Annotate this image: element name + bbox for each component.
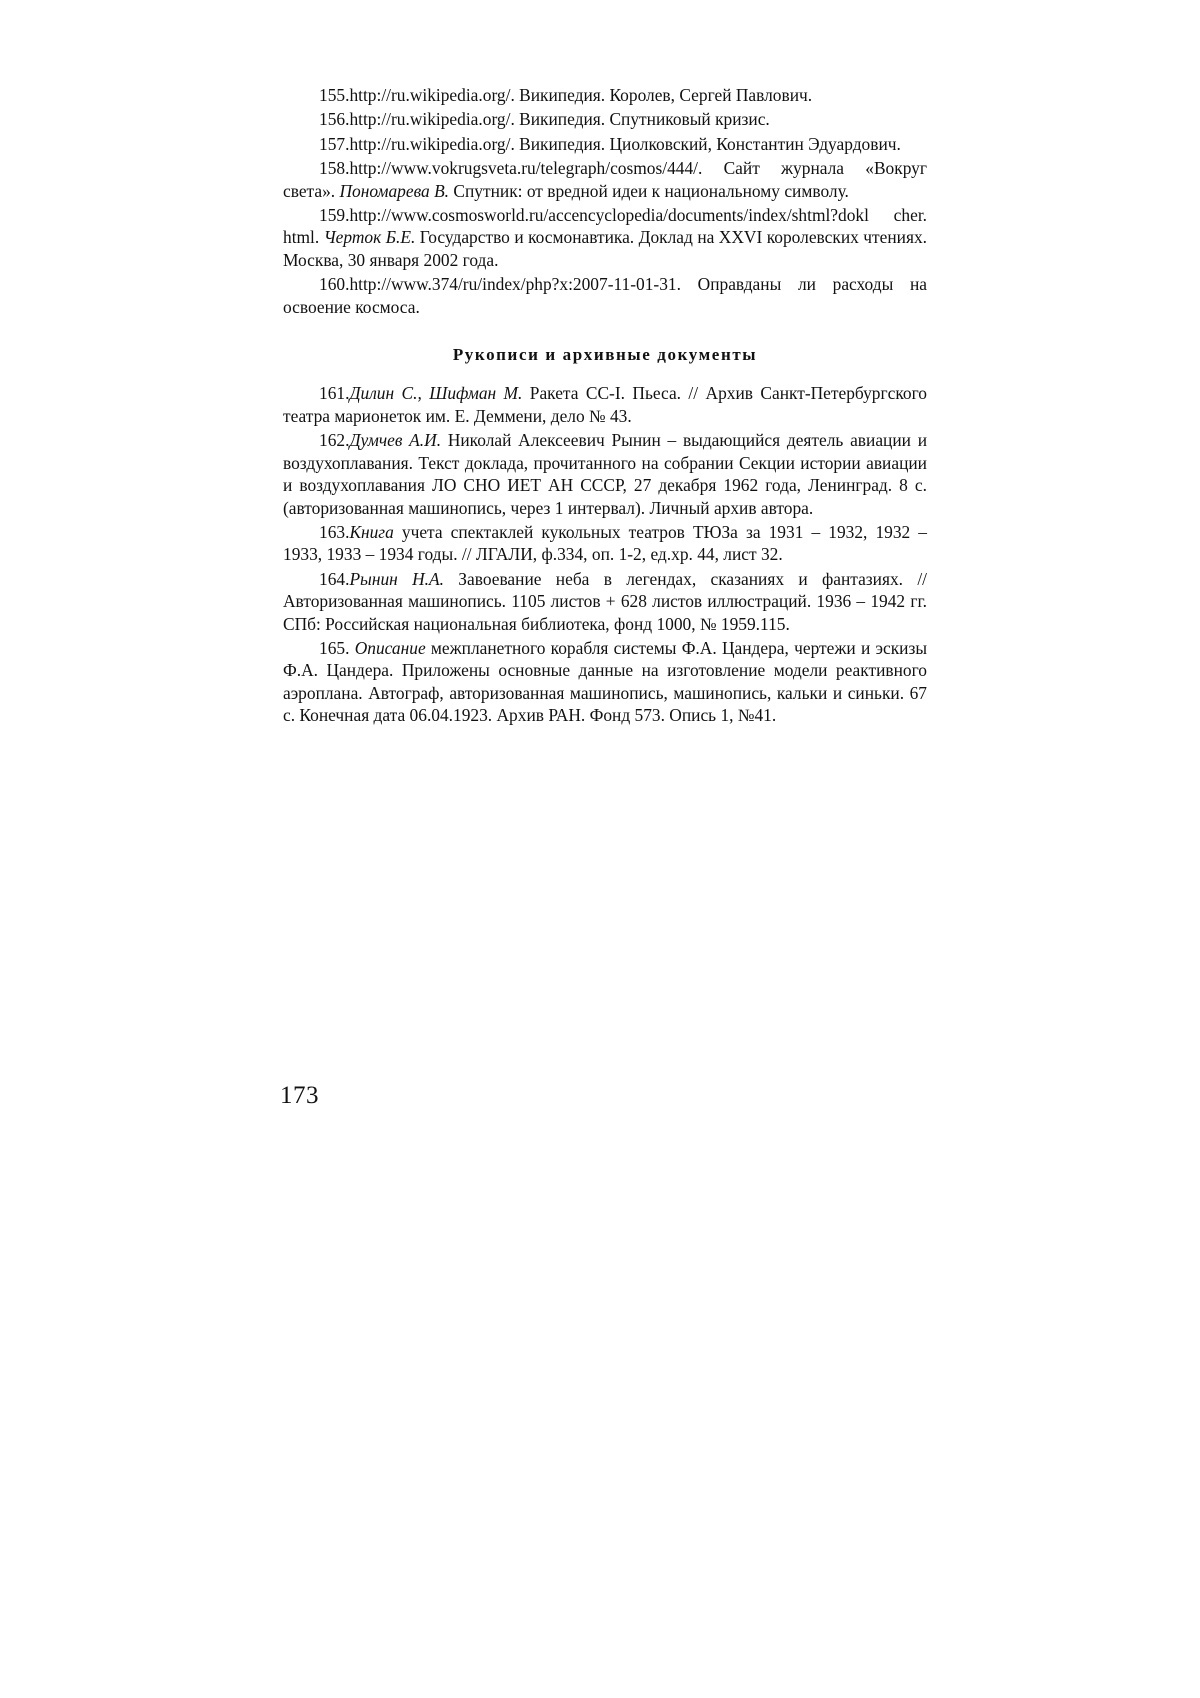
entry-text: межпланетного корабля системы Ф.А. Цандера, чертежи и эскизы Ф.А. Цандера. Приложены основные данные на изготовление модели реактивного аэроплана. Автограф, авторизованная машинопись, машинопись, кальки и синьки. 67 с. Конечная дата 06.04.1923. Архив РАН. Фонд 573. Опись 1, №41. [283, 637, 928, 726]
entry-number: 164. [319, 568, 350, 589]
entry-number: 160. [319, 274, 350, 295]
reference-entry [283, 84, 927, 106]
entry-number: 158. [319, 158, 350, 179]
archive-entry [283, 429, 927, 519]
entry-author: Думчев А.И. [349, 430, 442, 451]
section-heading: Рукописи и архивные документы [452, 345, 758, 365]
entry-author: Черток Б.Е. [323, 227, 416, 248]
entry-text: http://ru.wikipedia.org/. Википедия. Циолковский, Константин Эдуардович. [349, 133, 901, 154]
entry-text: http://ru.wikipedia.org/. Википедия. Королев, Сергей Павлович. [349, 85, 813, 105]
reference-entry [283, 273, 927, 318]
entry-text: http://www.cosmosworld.ru/accencyclopedia/documents/index/shtml?dokl cher. html. [283, 205, 927, 248]
entry-number: 156. [319, 109, 350, 130]
reference-entry [283, 157, 927, 202]
entry-number: 157. [319, 133, 350, 154]
entry-number: 155. [319, 85, 350, 105]
entry-text: Завоевание неба в легендах, сказаниях и фантазиях. // Авторизованная машинопись. 1105 листов + 628 листов иллюстраций. 1936 – 1942 гг. СПб: Российская национальная библиотека, фонд 1000, № 1959.115. [283, 568, 927, 634]
entry-number: 163. [319, 521, 350, 542]
entry-number: 165. [319, 637, 355, 658]
reference-entry [283, 204, 927, 271]
text-column [283, 84, 927, 729]
reference-entry [283, 133, 927, 155]
archive-entry [283, 382, 927, 427]
entry-number: 162. [319, 430, 350, 451]
reference-entry [283, 108, 927, 130]
entry-text: http://ru.wikipedia.org/. Википедия. Спутниковый кризис. [349, 109, 770, 130]
entry-author: Пономарева В. [339, 180, 450, 201]
entry-author: Описание [354, 637, 426, 658]
entry-text: Ракета СС-I. Пьеса. // Архив Санкт-Петербургского театра марионеток им. Е. Деммени, дело № 43. [283, 383, 927, 426]
entry-author: Рынин Н.А. [349, 568, 444, 589]
page-number: 173 [280, 1082, 319, 1109]
entry-text: http://www.374/ru/index/php?x:2007-11-01-31. Оправданы ли расходы на освоение космоса. [283, 274, 927, 317]
entry-text: Николай Алексеевич Рынин – выдающийся деятель авиации и воздухоплавания. Текст доклада, прочитанного на собрании Секции истории авиации и воздухоплавания ЛО СНО ИЕТ АН СССР, 27 декабря 1962 года, Ленинград. 8 с. (авторизованная машинопись, через 1 интервал). Личный архив автора. [283, 430, 928, 518]
entry-text-rest: Спутник: от вредной идеи к национальному символу. [449, 180, 849, 201]
archive-entry [283, 521, 927, 566]
archive-entry [283, 568, 927, 635]
entry-text: учета спектаклей кукольных театров ТЮЗа за 1931 – 1932, 1932 – 1933, 1933 – 1934 годы. // ЛГАЛИ, ф.334, оп. 1-2, ед.хр. 44, лист 32. [283, 521, 927, 565]
entry-number: 161. [319, 383, 350, 404]
archive-entry [283, 637, 927, 727]
entry-author: Дилин С., Шифман М. [349, 383, 523, 404]
entry-number: 159. [319, 205, 350, 226]
entry-author: Книга [349, 521, 394, 542]
entry-text: http://www.vokrugsveta.ru/telegraph/cosmos/444/. Сайт журнала «Вокруг света». [283, 158, 927, 201]
entry-text-rest: Государство и космонавтика. Доклад на XXVI королевских чтениях. Москва, 30 января 2002 года. [283, 227, 927, 270]
